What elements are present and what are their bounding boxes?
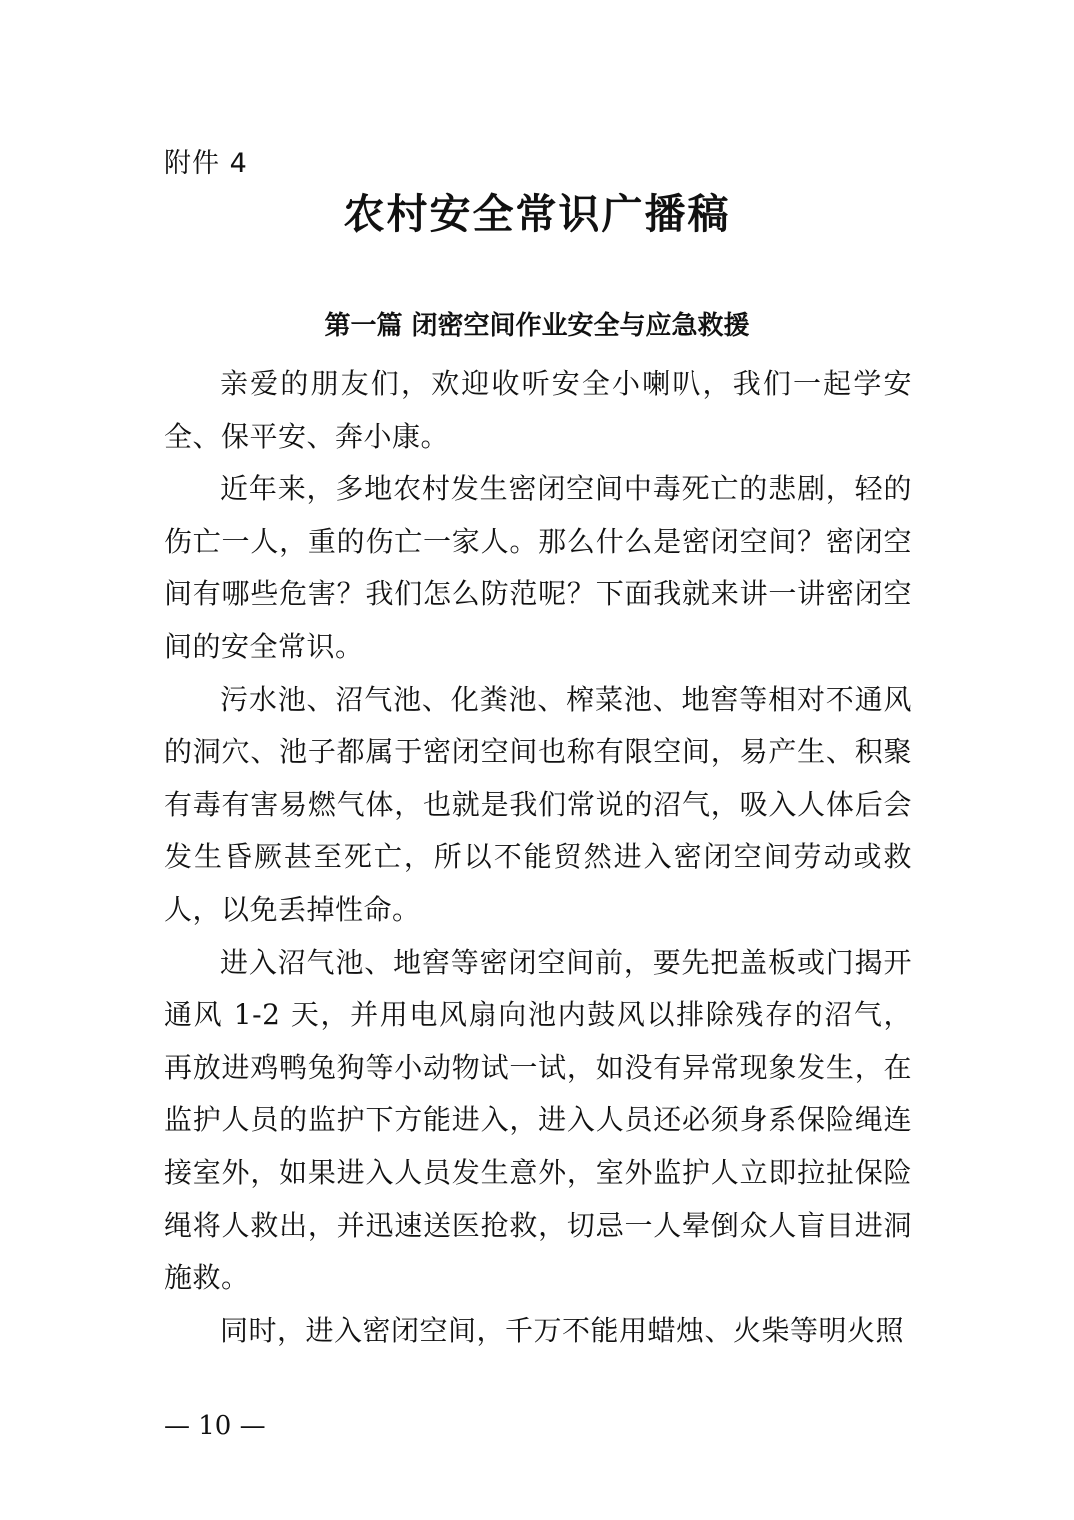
body-text [164,358,912,1357]
paragraph-definition: 污水池、沼气池、化粪池、榨菜池、地窖等相对不通风的洞穴、池子都属于密闭空间也称有限空间，易产生、积聚有毒有害易燃气体，也就是我们常说的沼气，吸入人体后会发生昏厥甚至死亡，所以不能贸然进入密闭空间劳动或救人，以免丢掉性命。 [164,682,912,926]
page-number: — 10 — [164,1411,266,1441]
document-title: 农村安全常识广播稿 [343,190,731,238]
attachment-label: 附件 4 [164,148,248,179]
paragraph-open-flame: 同时，进入密闭空间，千万不能用蜡烛、火柴等明火照 [220,1313,905,1347]
section-title: 第一篇 闭密空间作业安全与应急救援 [324,311,750,341]
paragraph-greeting: 亲爱的朋友们，欢迎收听安全小喇叭，我们一起学安全、保平安、奔小康。 [164,367,912,453]
paragraph-entry-procedure: 进入沼气池、地窖等密闭空间前，要先把盖板或门揭开通风 1-2 天，并用电风扇向池内鼓风以排除残存的沼气，再放进鸡鸭兔狗等小动物试一试，如没有异常现象发生，在监护人员的监护下方能进入，进入人员还必须身系保险绳连接室外，如果进入人员发生意外，室外监护人立即拉扯保险绳将人救出，并迅速送医抢救，切忌一人晕倒众人盲目进洞施救。 [164,945,912,1295]
paragraph-intro: 近年来，多地农村发生密闭空间中毒死亡的悲剧，轻的伤亡一人，重的伤亡一家人。那么什么是密闭空间？密闭空间有哪些危害？我们怎么防范呢？下面我就来讲一讲密闭空间的安全常识。 [164,472,912,663]
